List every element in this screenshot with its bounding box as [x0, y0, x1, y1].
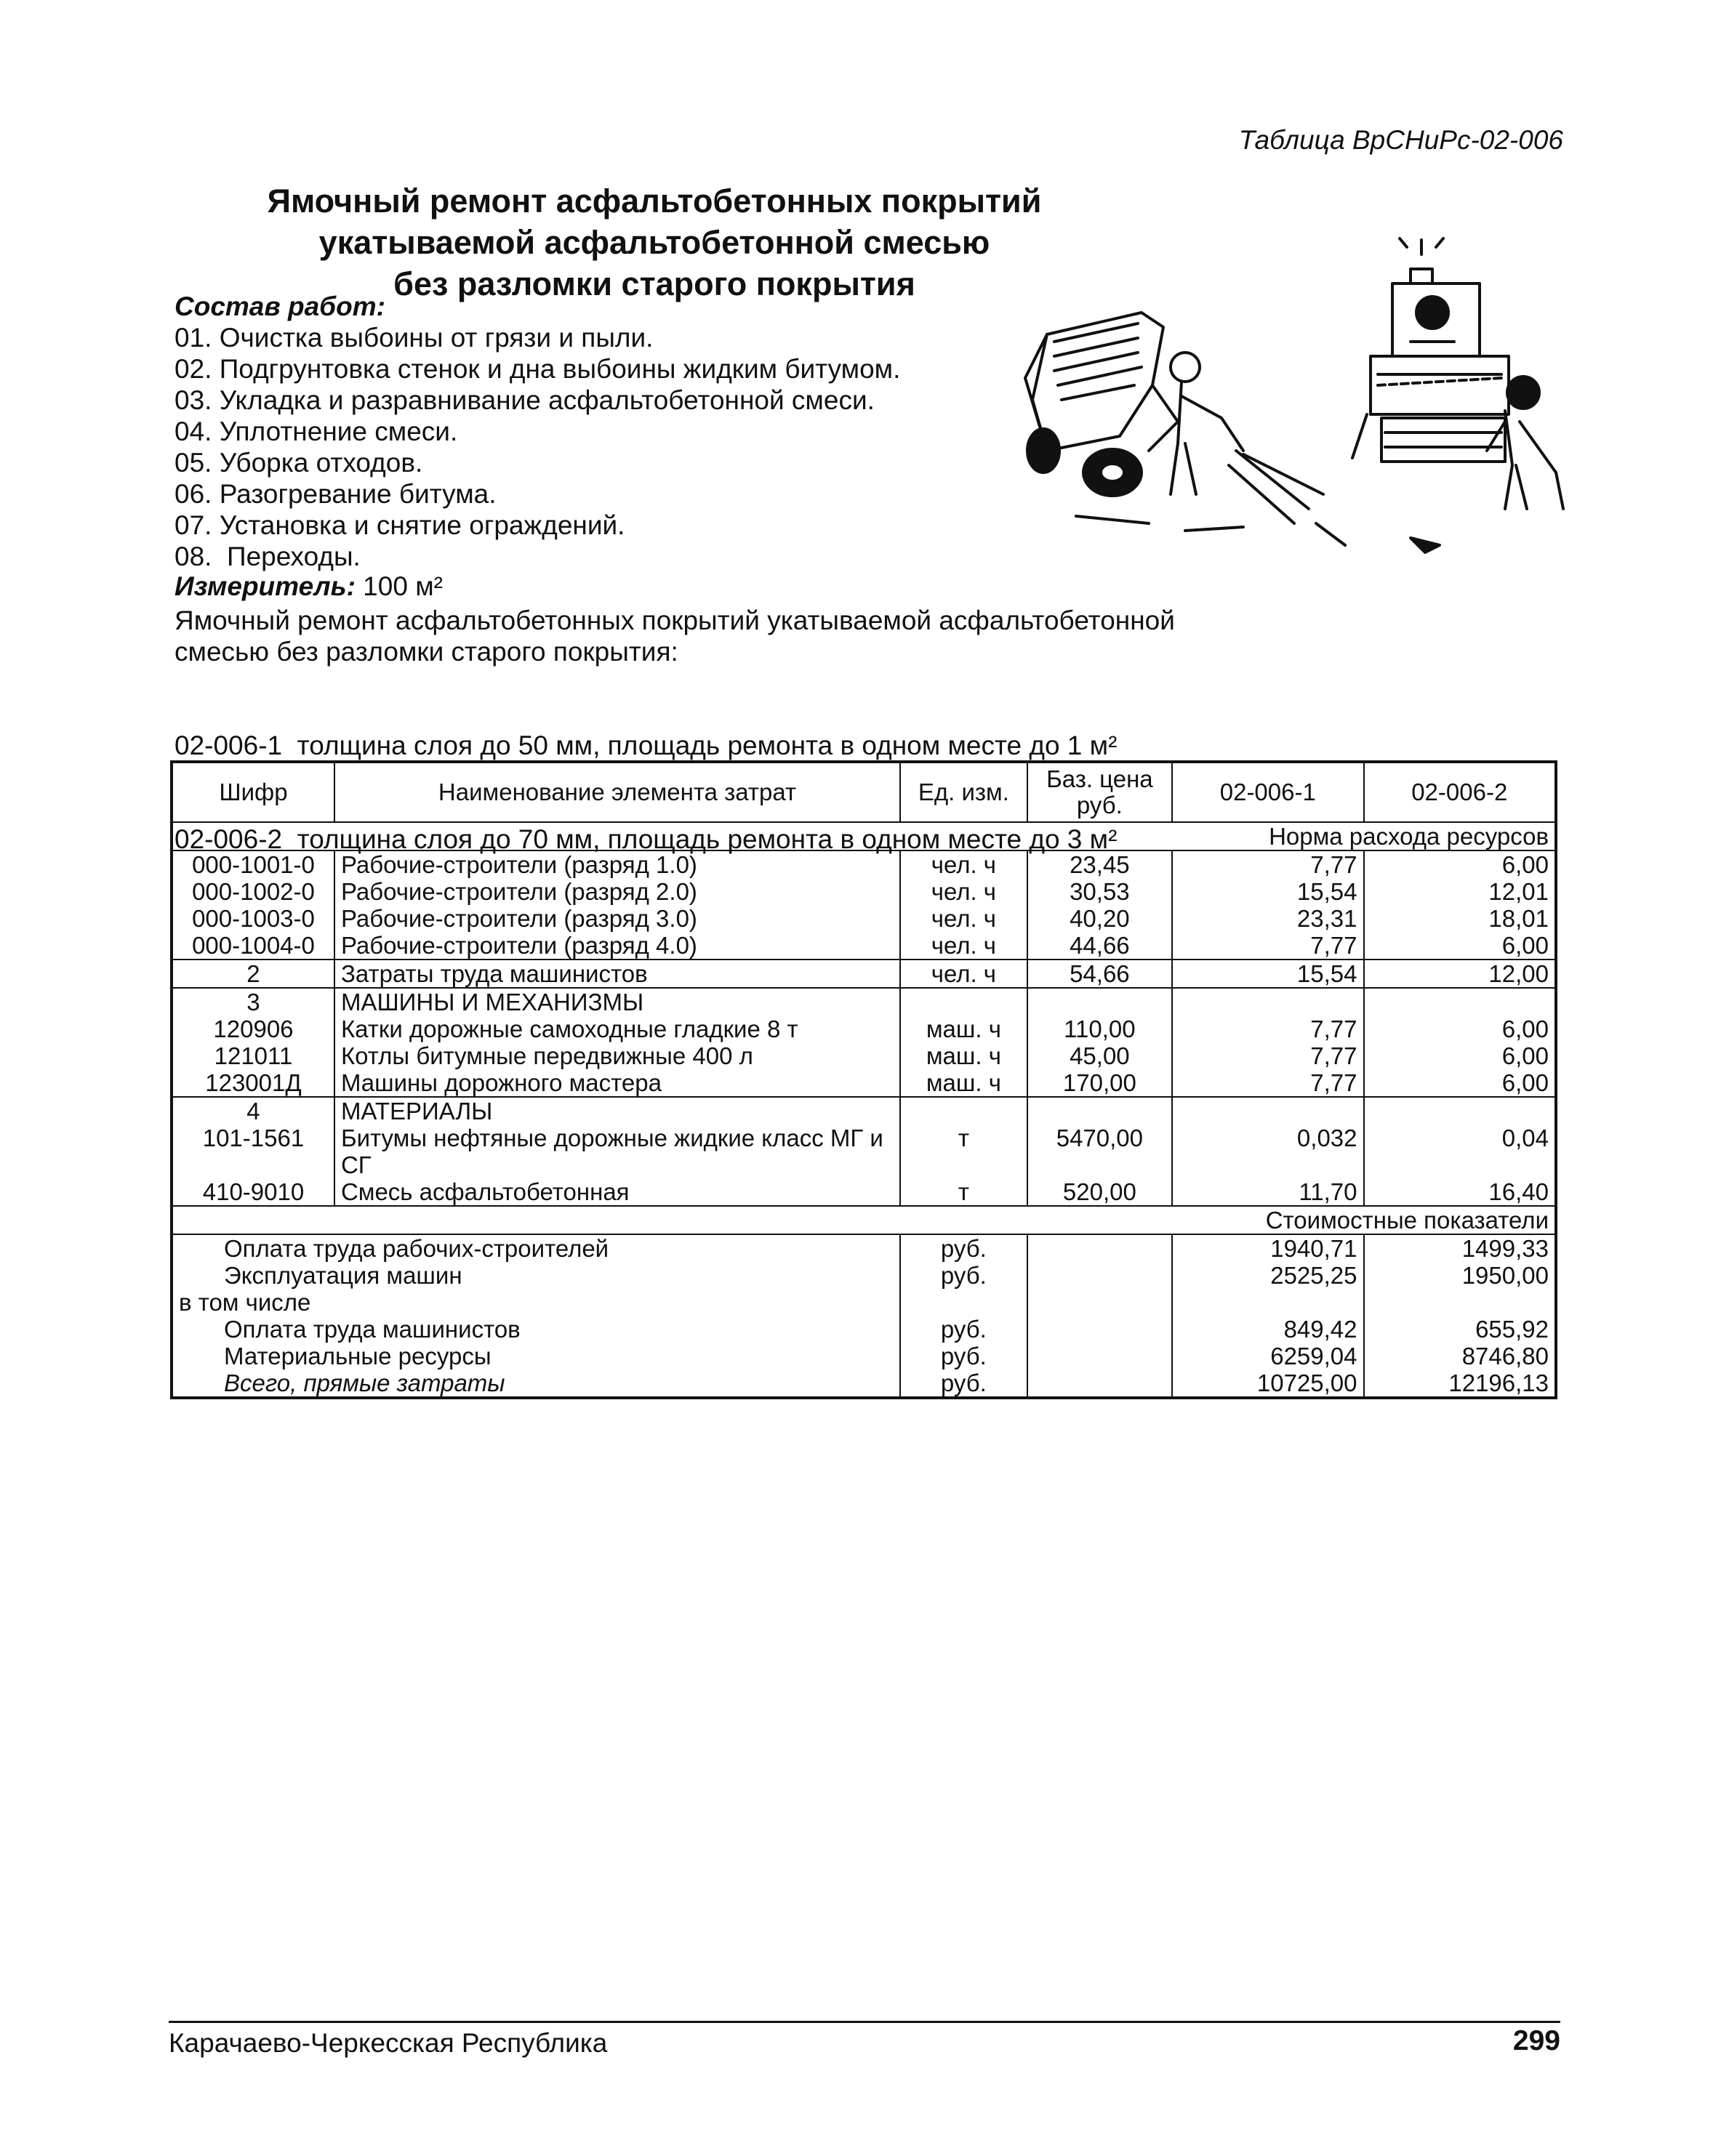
row-code: 410-9010 — [172, 1178, 334, 1206]
empty-cell — [1364, 988, 1556, 1015]
table-row — [172, 850, 1556, 878]
row-price: 110,00 — [1027, 1015, 1172, 1042]
table-row — [172, 878, 1556, 905]
row-value-2: 6,00 — [1501, 932, 1549, 959]
row-value-2: 0,04 — [1501, 1125, 1549, 1151]
row-name: Рабочие-строители (разряд 3.0) — [334, 905, 900, 932]
empty-cell — [1027, 1343, 1172, 1369]
row-price: 40,20 — [1027, 905, 1172, 932]
row-unit: чел. ч — [900, 850, 1027, 878]
table-row — [172, 1042, 1556, 1069]
total-name: Эксплуатация машин — [172, 1262, 900, 1289]
total-name: Оплата труда рабочих-строителей — [172, 1234, 900, 1262]
page-number: 299 — [1512, 2025, 1560, 2056]
row-value-2: 6,00 — [1501, 1015, 1549, 1042]
row-price: 5470,00 — [1027, 1125, 1172, 1178]
row-code: 120906 — [172, 1015, 334, 1042]
section-code: 4 — [172, 1097, 334, 1125]
total-name: Оплата труда машинистов — [172, 1316, 900, 1343]
composition-step: 03. Укладка и разравнивание асфальтобетонной смеси. — [174, 385, 875, 415]
row-price: 45,00 — [1027, 1042, 1172, 1069]
row-value-1: 7,77 — [1172, 850, 1363, 878]
row-unit: чел. ч — [900, 905, 1027, 932]
total-name: Материальные ресурсы — [172, 1343, 900, 1369]
total-value-1: 10725,00 — [1172, 1369, 1363, 1398]
row-code: 000-1004-0 — [172, 932, 334, 960]
empty-cell — [1027, 1097, 1172, 1125]
total-value-2: 1499,33 — [1461, 1235, 1549, 1262]
row-price: 30,53 — [1027, 878, 1172, 905]
ground-mark — [1411, 538, 1440, 552]
norm-band-label: Норма расхода ресурсов — [172, 822, 1556, 850]
total-row — [172, 1289, 1556, 1316]
row-code: 2 — [172, 960, 334, 988]
table-row — [172, 932, 1556, 960]
total-unit: руб. — [900, 1316, 1027, 1343]
header-price-line1: Баз. цена — [1046, 765, 1153, 792]
ground-mark — [1076, 516, 1149, 523]
total-row — [172, 1234, 1556, 1262]
footer-region: Карачаево-Черкесская Республика — [169, 2028, 608, 2058]
row-value-1: 15,54 — [1172, 960, 1363, 988]
table-row — [172, 905, 1556, 932]
total-unit: руб. — [900, 1343, 1027, 1369]
row-unit: чел. ч — [900, 878, 1027, 905]
section-header-materials — [172, 1097, 1556, 1125]
composition-step: 06. Разогревание битума. — [174, 479, 497, 509]
total-value-2: 1950,00 — [1461, 1262, 1549, 1289]
table-row — [172, 1015, 1556, 1042]
description: Ямочный ремонт асфальтобетонных покрытий укатываемой асфальтобетонной смесью без разломки старого покрытия: — [174, 606, 1175, 667]
row-price: 520,00 — [1027, 1178, 1172, 1206]
empty-cell — [900, 1289, 1027, 1316]
ground-mark — [1185, 527, 1243, 531]
row-unit: т — [900, 1178, 1027, 1206]
row-code: 101-1561 — [172, 1125, 334, 1178]
row-price: 44,66 — [1027, 932, 1172, 960]
row-value-1: 7,77 — [1172, 1015, 1363, 1042]
composition-step: 08. Переходы. — [174, 542, 361, 571]
composition-step: 04. Уплотнение смеси. — [174, 417, 458, 446]
row-name: Катки дорожные самоходные гладкие 8 т — [334, 1015, 900, 1042]
document-title — [182, 180, 1127, 305]
total-unit: руб. — [900, 1234, 1027, 1262]
total-value-2: 8746,80 — [1461, 1343, 1549, 1369]
row-value-2: 18,01 — [1488, 905, 1549, 932]
empty-cell — [1027, 988, 1172, 1015]
row-price: 170,00 — [1027, 1069, 1172, 1097]
row-value-1: 11,70 — [1172, 1178, 1363, 1206]
total-value-1: 849,42 — [1172, 1316, 1363, 1343]
total-row — [172, 1343, 1556, 1369]
empty-cell — [1364, 1289, 1556, 1316]
cost-table — [170, 760, 1557, 1399]
empty-cell — [1027, 1316, 1172, 1343]
row-value-1: 7,77 — [1172, 1042, 1363, 1069]
row-name: Битумы нефтяные дорожные жидкие класс МГ и СГ — [334, 1125, 900, 1178]
row-name: Машины дорожного мастера — [334, 1069, 900, 1097]
row-code: 000-1003-0 — [172, 905, 334, 932]
row-name: Рабочие-строители (разряд 1.0) — [334, 850, 900, 878]
norm-band-row — [172, 822, 1556, 850]
total-unit: руб. — [900, 1262, 1027, 1289]
cost-band-label: Стоимостные показатели — [172, 1206, 1556, 1234]
total-unit: руб. — [900, 1369, 1027, 1398]
meter-line — [174, 571, 443, 602]
header-variant-2: 02-006-2 — [1364, 762, 1556, 822]
row-name: Смесь асфальтобетонная — [334, 1178, 900, 1206]
title-line-1: Ямочный ремонт асфальтобетонных покрытий — [267, 182, 1042, 220]
row-name: Котлы битумные передвижные 400 л — [334, 1042, 900, 1069]
including-label: в том числе — [172, 1289, 900, 1316]
section-title: МАТЕРИАЛЫ — [334, 1097, 900, 1125]
total-row — [172, 1262, 1556, 1289]
road-repair-illustration — [1003, 233, 1570, 567]
header-code: Шифр — [172, 762, 334, 822]
header-price — [1027, 762, 1172, 822]
total-value-2: 12196,13 — [1448, 1369, 1549, 1396]
worker-left-drawing — [1171, 353, 1323, 523]
empty-cell — [1172, 1097, 1363, 1125]
empty-cell — [1027, 1289, 1172, 1316]
empty-cell — [1027, 1262, 1172, 1289]
empty-cell — [900, 988, 1027, 1015]
row-name: Затраты труда машинистов — [334, 960, 900, 988]
row-value-1: 7,77 — [1172, 932, 1363, 960]
empty-cell — [900, 1097, 1027, 1125]
header-variant-1: 02-006-1 — [1172, 762, 1363, 822]
row-unit: чел. ч — [900, 960, 1027, 988]
empty-cell — [1364, 1097, 1556, 1125]
empty-cell — [1172, 1289, 1363, 1316]
total-value-1: 6259,04 — [1172, 1343, 1363, 1369]
row-value-2: 6,00 — [1501, 851, 1549, 878]
composition-step: 01. Очистка выбоины от грязи и пыли. — [174, 323, 654, 353]
row-value-2: 12,00 — [1364, 960, 1556, 988]
row-unit: маш. ч — [900, 1042, 1027, 1069]
section-title: МАШИНЫ И МЕХАНИЗМЫ — [334, 988, 900, 1015]
truck-drawing — [1025, 313, 1178, 496]
title-line-3: без разломки старого покрытия — [393, 265, 915, 302]
row-value-1: 23,31 — [1172, 905, 1363, 932]
road-roller-drawing — [1352, 238, 1509, 462]
header-name: Наименование элемента затрат — [334, 762, 900, 822]
ground-mark — [1316, 523, 1345, 545]
title-line-2: укатываемой асфальтобетонной смесью — [318, 224, 990, 261]
empty-cell — [1172, 988, 1363, 1015]
row-price: 54,66 — [1027, 960, 1172, 988]
row-unit: маш. ч — [900, 1069, 1027, 1097]
grand-total-row — [172, 1369, 1556, 1398]
composition-step: 05. Уборка отходов. — [174, 448, 423, 478]
row-unit: маш. ч — [900, 1015, 1027, 1042]
header-unit: Ед. изм. — [900, 762, 1027, 822]
total-value-2: 655,92 — [1475, 1316, 1549, 1343]
table-row — [172, 1178, 1556, 1206]
footer-divider — [169, 2021, 1560, 2023]
row-value-1: 15,54 — [1172, 878, 1363, 905]
row-code: 123001Д — [172, 1069, 334, 1097]
header-price-line2: руб. — [1076, 792, 1123, 818]
section-header-machines — [172, 988, 1556, 1015]
row-name: Рабочие-строители (разряд 4.0) — [334, 932, 900, 960]
total-row — [172, 1316, 1556, 1343]
table-reference: Таблица ВрСНиРс-02-006 — [1238, 125, 1563, 155]
row-value-2: 12,01 — [1488, 878, 1549, 905]
row-code: 000-1001-0 — [172, 850, 334, 878]
variant-line: 02-006-2 толщина слоя до 70 мм, площадь ремонта в одном месте до 3 м² — [174, 824, 1118, 854]
composition-step: 02. Подгрунтовка стенок и дна выбоины жидким битумом. — [174, 354, 901, 384]
row-unit: чел. ч — [900, 932, 1027, 960]
meter-label: Измеритель: — [174, 571, 356, 601]
table-header-row — [172, 762, 1556, 822]
section-code: 3 — [172, 988, 334, 1015]
row-value-2: 16,40 — [1488, 1178, 1549, 1205]
meter-value: 100 м² — [355, 571, 443, 601]
work-composition — [174, 291, 900, 572]
grand-total-name: Всего, прямые затраты — [172, 1369, 900, 1398]
row-value-2: 6,00 — [1501, 1069, 1549, 1096]
row-value-1: 7,77 — [1172, 1069, 1363, 1097]
row-price: 23,45 — [1027, 850, 1172, 878]
row-code: 000-1002-0 — [172, 878, 334, 905]
composition-step: 07. Установка и снятие ограждений. — [174, 510, 625, 540]
variant-line: 02-006-1 толщина слоя до 50 мм, площадь ремонта в одном месте до 1 м² — [174, 731, 1118, 760]
row-value-2: 6,00 — [1501, 1042, 1549, 1069]
composition-heading: Состав работ: — [174, 291, 385, 321]
cost-band-row — [172, 1206, 1556, 1234]
empty-cell — [1027, 1234, 1172, 1262]
row-value-1: 0,032 — [1172, 1125, 1363, 1178]
row-unit: т — [900, 1125, 1027, 1178]
table-row — [172, 1069, 1556, 1097]
table-row — [172, 1125, 1556, 1178]
row-code: 121011 — [172, 1042, 334, 1069]
total-value-1: 2525,25 — [1172, 1262, 1363, 1289]
machinist-labor-row — [172, 960, 1556, 988]
empty-cell — [1027, 1369, 1172, 1398]
total-value-1: 1940,71 — [1172, 1234, 1363, 1262]
row-name: Рабочие-строители (разряд 2.0) — [334, 878, 900, 905]
